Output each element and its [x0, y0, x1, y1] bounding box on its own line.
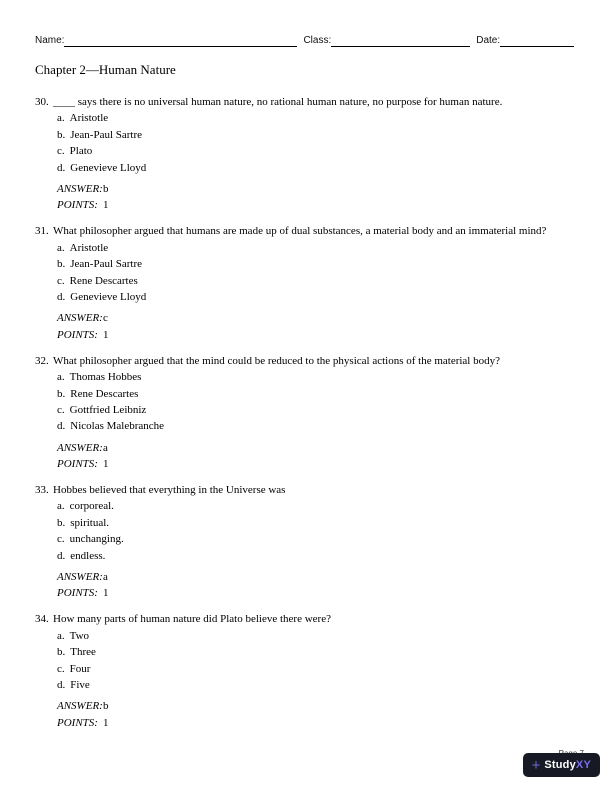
option-letter: d. — [57, 679, 66, 691]
option-letter: c. — [57, 274, 65, 287]
points-row — [53, 585, 581, 601]
points-row — [53, 456, 581, 472]
option-text: Jean-Paul Sartre — [70, 258, 143, 271]
option-letter: c. — [57, 533, 65, 546]
class-blank-line — [331, 33, 470, 47]
points-row — [53, 327, 581, 343]
question-block — [35, 353, 581, 473]
option-text: Four — [69, 662, 91, 675]
class-field — [303, 33, 470, 47]
answer-row — [53, 181, 581, 197]
option-text: Three — [70, 646, 96, 659]
option-letter: d. — [57, 161, 66, 174]
question-number: 31. — [35, 225, 49, 238]
option-text: Nicolas Malebranche — [70, 420, 165, 433]
option-letter: b. — [57, 516, 66, 529]
question-body — [53, 223, 581, 343]
question-block — [35, 223, 581, 343]
question-list — [35, 94, 581, 741]
question-block — [35, 611, 581, 731]
points-label: POINTS: — [57, 328, 98, 341]
answer-row — [53, 310, 581, 326]
option-text: Gottfried Leibniz — [69, 403, 147, 416]
option-letter: a. — [57, 500, 65, 513]
option-row — [53, 127, 581, 143]
option-row — [53, 160, 581, 176]
answer-label: ANSWER: — [57, 312, 103, 325]
option-text: Jean-Paul Sartre — [70, 128, 143, 141]
points-row — [53, 715, 581, 731]
option-letter: d. — [57, 549, 66, 562]
brand-name — [544, 760, 591, 771]
option-row — [53, 498, 581, 514]
question-text: How many parts of human nature did Plato believe there were? — [53, 613, 331, 626]
date-field — [476, 33, 574, 47]
option-letter: c. — [57, 145, 65, 158]
name-field — [35, 33, 297, 47]
option-text: Thomas Hobbes — [69, 371, 142, 384]
option-text: Plato — [69, 145, 93, 158]
answer-value: a — [103, 441, 108, 454]
answer-value: a — [103, 571, 108, 584]
option-row — [53, 369, 581, 385]
option-letter: d. — [57, 290, 66, 303]
answer-value: c — [103, 312, 108, 325]
option-row — [53, 386, 581, 402]
option-row — [53, 143, 581, 159]
option-text: Aristotle — [69, 241, 109, 254]
answer-label: ANSWER: — [57, 571, 103, 584]
option-letter: c. — [57, 662, 65, 675]
option-text: corporeal. — [69, 500, 114, 513]
option-text: unchanging. — [69, 533, 124, 546]
question-body — [53, 353, 581, 473]
option-letter: b. — [57, 646, 66, 659]
header-fields — [35, 33, 581, 47]
option-text: Genevieve Lloyd — [70, 290, 147, 303]
points-value: 1 — [103, 328, 109, 341]
option-row — [53, 256, 581, 272]
question-number: 32. — [35, 354, 49, 367]
answer-label: ANSWER: — [57, 183, 103, 196]
option-row — [53, 677, 581, 693]
answer-value: b — [103, 700, 109, 713]
question-body — [53, 94, 581, 214]
option-row — [53, 628, 581, 644]
question-text: What philosopher argued that the mind could be reduced to the physical actions of the material body? — [53, 354, 500, 367]
option-text: Five — [70, 679, 90, 691]
option-row — [53, 418, 581, 434]
option-row — [53, 515, 581, 531]
option-row — [53, 402, 581, 418]
question-body — [53, 611, 581, 731]
brand-name-accent: XY — [575, 758, 591, 771]
option-row — [53, 644, 581, 660]
question-block — [35, 94, 581, 214]
points-label: POINTS: — [57, 716, 98, 729]
option-text: Rene Descartes — [69, 274, 138, 287]
option-letter: a. — [57, 241, 65, 254]
class-label: Class: — [303, 35, 332, 46]
option-text: spiritual. — [70, 516, 110, 529]
date-label: Date: — [476, 35, 501, 46]
option-text: Aristotle — [69, 112, 109, 125]
points-label: POINTS: — [57, 458, 98, 471]
page-title: Chapter 2—Human Nature — [35, 62, 176, 77]
option-letter: d. — [57, 420, 66, 433]
question-text: ____ says there is no universal human nature, no rational human nature, no purpose for human nature. — [53, 96, 503, 108]
answer-value: b — [103, 183, 109, 196]
points-value: 1 — [103, 458, 109, 471]
option-row — [53, 273, 581, 289]
plus-icon: + — [531, 756, 541, 774]
question-number: 33. — [35, 484, 49, 497]
studyxy-badge[interactable] — [523, 753, 600, 777]
question-text: What philosopher argued that humans are made up of dual substances, a material body and an immaterial mind? — [53, 225, 547, 238]
option-letter: c. — [57, 403, 65, 416]
option-text: Genevieve Lloyd — [70, 161, 147, 174]
option-row — [53, 110, 581, 126]
name-blank-line — [64, 33, 297, 47]
question-block — [35, 482, 581, 602]
points-value: 1 — [103, 199, 109, 212]
points-label: POINTS: — [57, 199, 98, 212]
option-row — [53, 240, 581, 256]
option-row — [53, 661, 581, 677]
option-text: Rene Descartes — [70, 387, 139, 400]
answer-row — [53, 569, 581, 585]
question-text: Hobbes believed that everything in the Universe was — [53, 484, 286, 497]
points-value: 1 — [103, 587, 109, 600]
answer-label: ANSWER: — [57, 441, 103, 454]
option-letter: a. — [57, 112, 65, 125]
points-value: 1 — [103, 716, 109, 729]
question-number: 34. — [35, 613, 49, 626]
option-letter: a. — [57, 629, 65, 642]
answer-row — [53, 440, 581, 456]
answer-row — [53, 698, 581, 714]
option-text: Two — [69, 629, 90, 642]
answer-label: ANSWER: — [57, 700, 103, 713]
points-label: POINTS: — [57, 587, 98, 600]
points-row — [53, 197, 581, 213]
option-letter: b. — [57, 128, 66, 141]
date-blank-line — [500, 33, 574, 47]
name-label: Name: — [35, 35, 65, 46]
brand-name-primary: Study — [544, 758, 576, 771]
option-row — [53, 548, 581, 564]
option-letter: b. — [57, 387, 66, 400]
question-number: 30. — [35, 96, 49, 108]
option-row — [53, 289, 581, 305]
option-letter: a. — [57, 371, 65, 384]
question-body — [53, 482, 581, 602]
option-text: endless. — [70, 549, 106, 562]
option-row — [53, 531, 581, 547]
option-letter: b. — [57, 258, 66, 271]
